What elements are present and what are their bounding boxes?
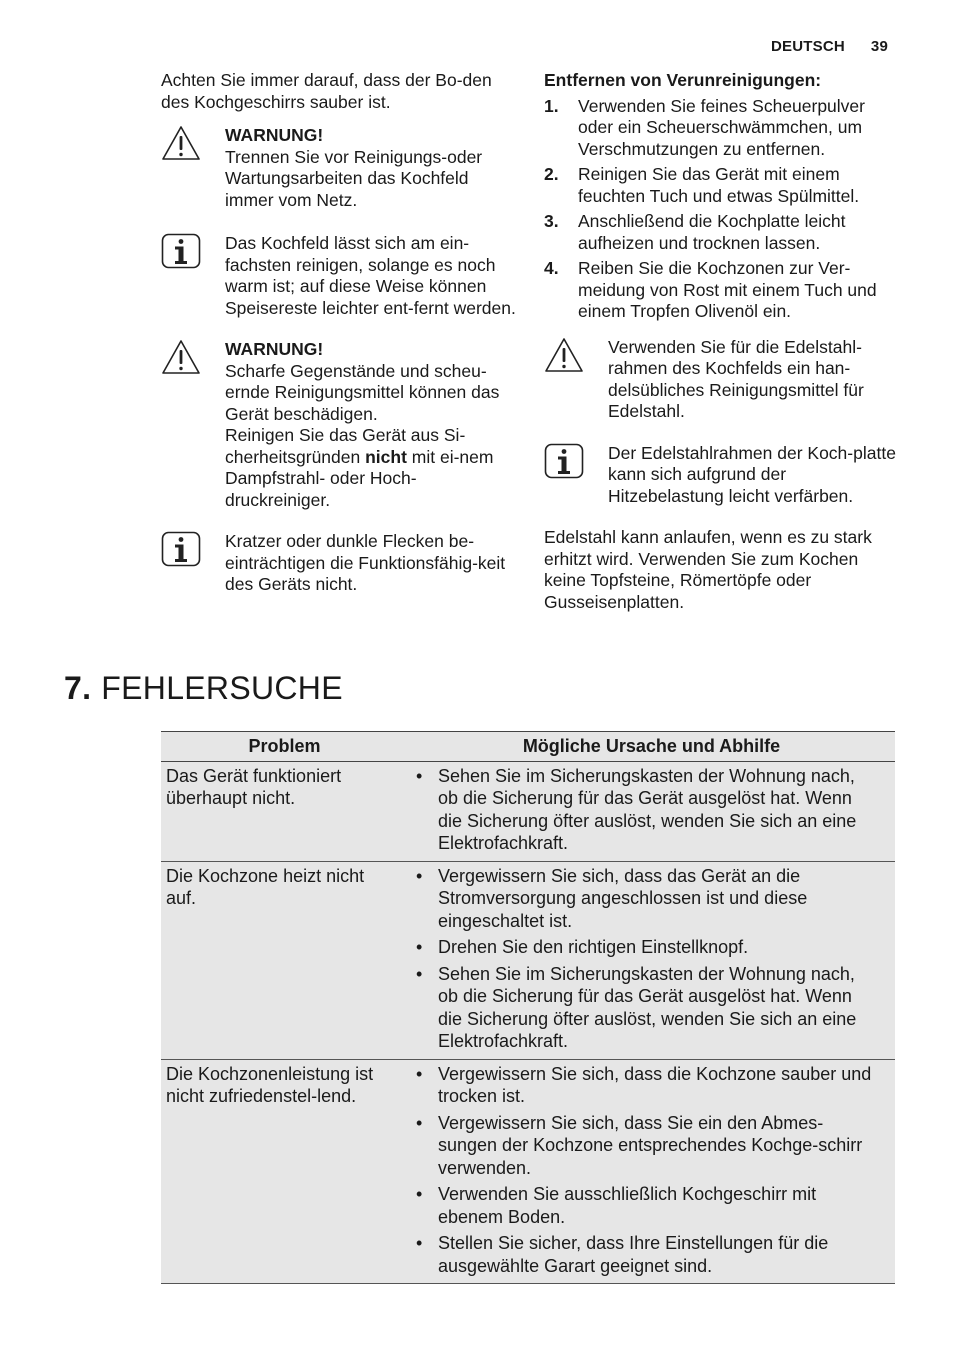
subsection-title: Entfernen von Verunreinigungen: bbox=[544, 70, 822, 90]
warning-text-2-start: Reinigen Sie das Gerät aus Si-cherheitsgründen bbox=[225, 425, 466, 467]
section-heading bbox=[64, 670, 343, 707]
table-row bbox=[161, 1059, 895, 1284]
right-column bbox=[544, 70, 900, 613]
remedy-cell bbox=[408, 1059, 895, 1284]
step-number: 2. bbox=[544, 164, 559, 184]
column-header-problem: Problem bbox=[161, 732, 408, 762]
bullet: • bbox=[416, 963, 423, 984]
step-number: 4. bbox=[544, 258, 559, 278]
info-icon bbox=[544, 443, 584, 479]
bullet: • bbox=[416, 865, 423, 886]
bullet: • bbox=[416, 1184, 423, 1204]
remedy-cell bbox=[408, 761, 895, 861]
list-item bbox=[414, 1183, 879, 1228]
remedy-text: Sehen Sie im Sicherungskasten der Wohnung nach, ob die Sicherung für das Gerät ausgelöst hat. Wenn die Sicherung öfter auslöst, wenden Sie sich an eine Elektrofachkraft. bbox=[438, 963, 857, 1051]
info-text: Der Edelstahlrahmen der Koch-platte kann sich aufgrund der Hitzebelastung leicht verfärben. bbox=[608, 442, 896, 506]
warning-triangle-icon bbox=[544, 337, 584, 373]
remedy-text: Vergewissern Sie sich, dass Sie ein den Abmes-sungen der Kochzone entsprechendes Kochge-schirr verwenden. bbox=[438, 1112, 863, 1178]
intro-paragraph: Achten Sie immer darauf, dass der Bo-den des Kochgeschirrs sauber ist. bbox=[161, 70, 492, 112]
page-header bbox=[771, 38, 888, 55]
list-item bbox=[414, 936, 879, 959]
info-text: Das Kochfeld lässt sich am ein-fachsten reinigen, solange es noch warm ist; auf diese Weise können Speisereste leichter ent-fernt werden. bbox=[225, 233, 516, 318]
warning-title: WARNUNG! bbox=[225, 125, 324, 145]
warning-triangle-icon bbox=[161, 125, 201, 161]
remedy-text: Sehen Sie im Sicherungskasten der Wohnung nach, ob die Sicherung für das Gerät ausgelöst hat. Wenn die Sicherung öfter auslöst, wenden Sie sich an eine Elektrofachkraft. bbox=[438, 765, 857, 853]
step-text: Reiben Sie die Kochzonen zur Ver-meidung von Rost mit einem Tuch und einem Tropfen Olivenöl ein. bbox=[578, 258, 877, 321]
warning-text: Trennen Sie vor Reinigungs-oder Wartungsarbeiten das Kochfeld immer vom Netz. bbox=[225, 146, 483, 210]
list-item bbox=[414, 765, 879, 855]
step-text: Anschließend die Kochplatte leicht aufheizen und trocknen lassen. bbox=[578, 211, 846, 253]
bullet: • bbox=[416, 1112, 423, 1133]
warning-text-2 bbox=[225, 425, 517, 511]
list-item bbox=[544, 258, 900, 323]
step-number: 3. bbox=[544, 211, 559, 231]
header-page-number: 39 bbox=[870, 38, 888, 55]
table-row bbox=[161, 861, 895, 1059]
list-item bbox=[414, 1063, 879, 1108]
step-number: 1. bbox=[544, 95, 559, 116]
column-header-remedy: Mögliche Ursache und Abhilfe bbox=[408, 732, 895, 762]
warning-text-2-end: mit ei-nem Dampfstrahl- oder Hoch-druckreiniger. bbox=[225, 446, 494, 510]
list-item bbox=[414, 1112, 879, 1180]
warning-triangle-icon bbox=[161, 339, 201, 375]
outro-paragraph: Edelstahl kann anlaufen, wenn es zu stark erhitzt wird. Verwenden Sie zum Kochen keine Topfsteine, Römertöpfe oder Gusseisenplatten. bbox=[544, 527, 872, 612]
bullet: • bbox=[416, 1063, 423, 1084]
table-row bbox=[161, 761, 895, 861]
warning-text: Verwenden Sie für die Edelstahl-rahmen des Kochfelds ein han-delsübliches Reinigungsmittel für Edelstahl. bbox=[608, 336, 864, 421]
problem-cell: Die Kochzone heizt nicht auf. bbox=[161, 861, 408, 1059]
remedy-text: Vergewissern Sie sich, dass das Gerät an die Stromversorgung angeschlossen ist und diese eingeschaltet ist. bbox=[438, 865, 808, 931]
remedy-text: Drehen Sie den richtigen Einstellknopf. bbox=[438, 937, 749, 957]
list-item bbox=[544, 96, 900, 161]
info-notice-1 bbox=[161, 233, 517, 319]
section-number: 7. bbox=[64, 670, 92, 706]
warning-emphasis: nicht bbox=[365, 446, 407, 467]
info-icon bbox=[161, 531, 201, 567]
header-language: DEUTSCH bbox=[771, 38, 845, 55]
info-notice-2 bbox=[161, 531, 517, 596]
warning-notice-2 bbox=[161, 339, 517, 511]
info-notice-3 bbox=[544, 443, 900, 508]
remedy-cell bbox=[408, 861, 895, 1059]
list-item bbox=[414, 865, 879, 933]
info-icon bbox=[161, 233, 201, 269]
section-title: FEHLERSUCHE bbox=[101, 670, 343, 706]
list-item bbox=[414, 1232, 879, 1277]
table-header-row bbox=[161, 732, 895, 762]
warning-notice-1 bbox=[161, 125, 517, 211]
list-item bbox=[544, 164, 900, 207]
list-item bbox=[414, 963, 879, 1053]
left-column bbox=[161, 70, 517, 596]
info-text: Kratzer oder dunkle Flecken be-einträchtigen die Funktionsfähig-keit des Geräts nicht. bbox=[225, 531, 506, 594]
remedy-text: Stellen Sie sicher, dass Ihre Einstellungen für die ausgewählte Garart geeignet sind. bbox=[438, 1233, 829, 1276]
bullet: • bbox=[416, 765, 423, 786]
step-text: Reinigen Sie das Gerät mit einem feuchten Tuch und etwas Spülmittel. bbox=[578, 164, 860, 206]
list-item bbox=[544, 211, 900, 254]
problem-cell: Die Kochzonenleistung ist nicht zufriedenstel-lend. bbox=[161, 1059, 408, 1284]
troubleshooting-table bbox=[161, 731, 895, 1284]
remedy-text: Verwenden Sie ausschließlich Kochgeschirr mit ebenem Boden. bbox=[438, 1184, 817, 1227]
bullet: • bbox=[416, 937, 423, 957]
warning-text: Scharfe Gegenstände und scheu-ernde Reinigungsmittel können das Gerät beschädigen. bbox=[225, 360, 500, 424]
warning-notice-3 bbox=[544, 337, 900, 423]
remedy-text: Vergewissern Sie sich, dass die Kochzone sauber und trocken ist. bbox=[438, 1063, 872, 1106]
cleaning-steps-list bbox=[544, 96, 900, 323]
step-text: Verwenden Sie feines Scheuerpulver oder ein Scheuerschwämmchen, um Verschmutzungen zu entfernen. bbox=[578, 95, 865, 159]
bullet: • bbox=[416, 1233, 423, 1253]
warning-title: WARNUNG! bbox=[225, 339, 324, 359]
problem-cell: Das Gerät funktioniert überhaupt nicht. bbox=[161, 761, 408, 861]
